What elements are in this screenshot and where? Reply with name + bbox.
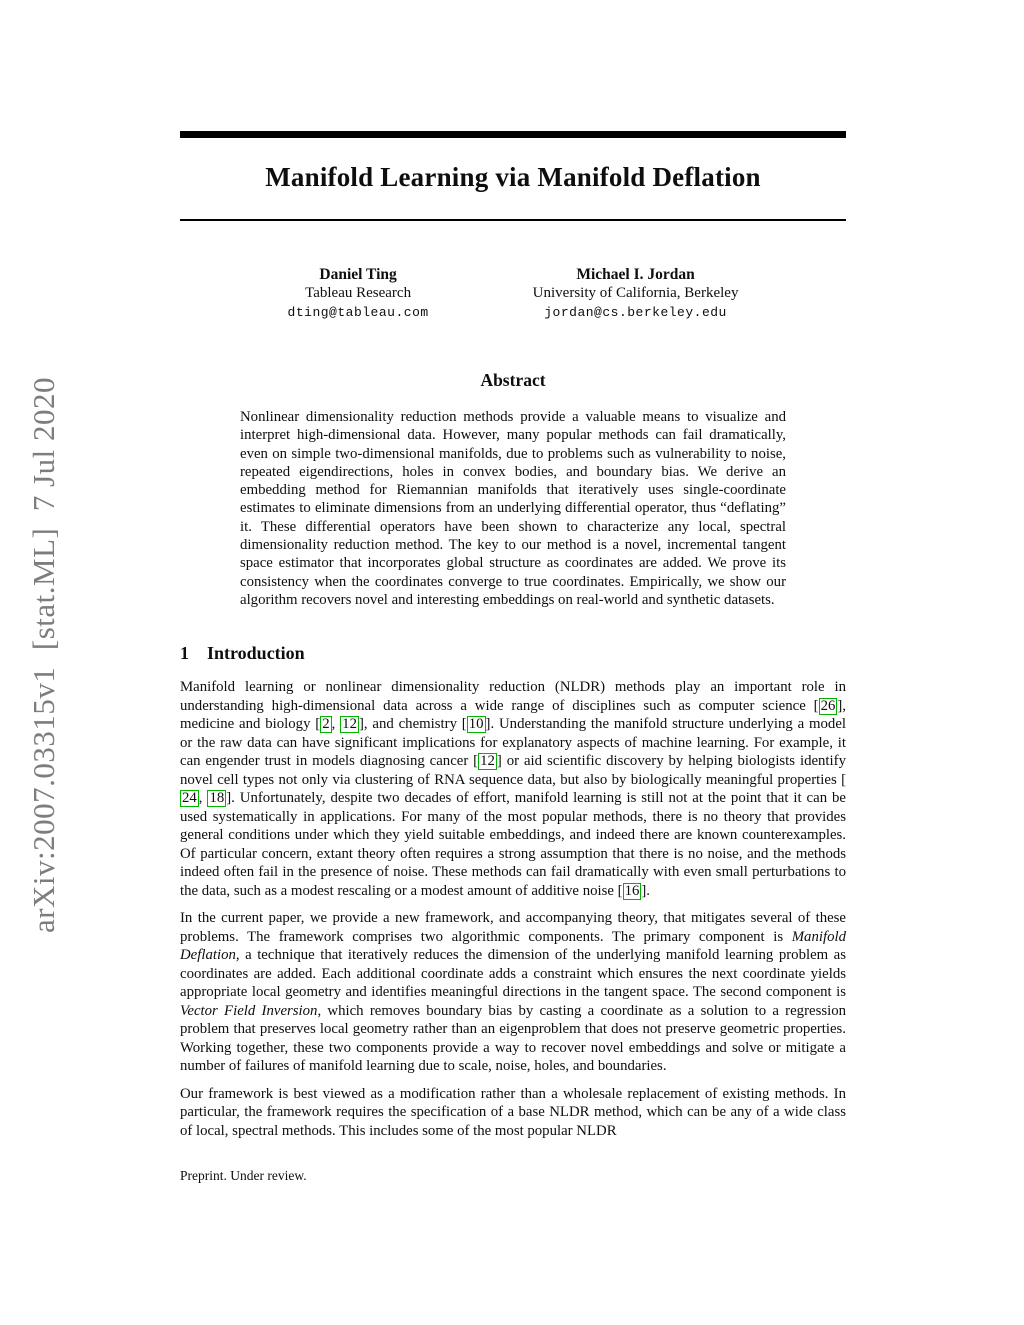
arxiv-watermark: arXiv:2007.03315v1 [stat.ML] 7 Jul 2020 bbox=[26, 376, 61, 934]
author-1 bbox=[288, 265, 429, 322]
intro-paragraph-2: In the current paper, we provide a new framework, and accompanying theory, that mitigates several of these problems. The framework comprises two algorithmic components. The primary component is Manifold Deflation, a technique that iteratively reduces the dimension of the underlying manifold learning problem as coordinates are added. Each additional coordinate adds a constraint which ensures the next coordinate yields appropriate local geometry and identifies meaningful directions in the tangent space. The second component is Vector Field Inversion, which removes boundary bias by casting a coordinate as a solution to a regression problem that preserves local geometry rather than an eigenproblem that does not preserve geometric properties. Working together, these two components provide a way to recover novel embeddings and solve or mitigate a number of failures of manifold learning due to scale, noise, holes, and boundaries. bbox=[180, 910, 846, 1075]
citation-link[interactable]: 12 bbox=[342, 716, 357, 733]
preprint-note: Preprint. Under review. bbox=[180, 1168, 307, 1184]
intro-paragraph-1: Manifold learning or nonlinear dimensionality reduction (NLDR) methods play an important role in understanding high-dimensional data across a wide range of disciplines such as computer science [ 26 ], medicine and biology [ 2 , 12 ], and chemistry [ 10 ]. Understanding the manifold structure underlying a model or the raw data can have significant implications for explanatory aspects of machine learning. For example, it can engender trust in models diagnosing cancer [ 12 ] or aid scientific discovery by helping biologists identify novel cell types not only via clustering of RNA sequence data, but also by biologically meaningful properties [24 , 18 ]. Unfortunately, despite two decades of effort, manifold learning is still not at the point that it can be used systematically in applications. For many of the most popular methods, there is no theory that provides general conditions under which they yield suitable embeddings, and indeed there are known counterexamples. Of particular concern, extant theory often requires a strong assumption that there is no noise, and the methods indeed often fail in the presence of noise. These methods can fail dramatically with even small perturbations to the data, such as a modest rescaling or a modest amount of additive noise [ 16 ]. bbox=[180, 679, 846, 899]
author-affiliation: Tableau Research bbox=[305, 285, 412, 301]
citation-link[interactable]: 10 bbox=[468, 716, 484, 733]
author-email: jordan@cs.berkeley.edu bbox=[544, 305, 727, 320]
citation-link[interactable]: 26 bbox=[820, 697, 836, 714]
emphasis-text: Manifold Deflation bbox=[180, 928, 846, 964]
paper-title: Manifold Learning via Manifold Deflation bbox=[265, 162, 761, 192]
intro-paragraph-3: Our framework is best viewed as a modification rather than a wholesale replacement of existing methods. In particular, the framework requires the specification of a base NLDR method, which can be any of a wide class of local, spectral methods. This includes some of the most popular NLDR bbox=[180, 1085, 846, 1139]
author-name: Michael I. Jordan bbox=[576, 266, 695, 283]
section-number: 1 bbox=[180, 643, 189, 664]
title-rule-bottom bbox=[180, 219, 846, 221]
author-email: dting@tableau.com bbox=[287, 305, 429, 320]
abstract-heading: Abstract bbox=[480, 370, 546, 390]
citation-link[interactable]: 18 bbox=[209, 790, 225, 807]
abstract-text: Nonlinear dimensionality reduction methods provide a valuable means to visualize and interpret high-dimensional data. However, many popular methods can fail dramatically, even on simple two-dimensional manifolds, due to problems such as vulnerability to noise, repeated eigendirections, holes in convex bodies, and boundary bias. We derive an embedding method for Riemannian manifolds that iteratively uses single-coordinate estimates to eliminate dimensions from an underlying differential operator, thus “deflating” it. These differential operators have been shown to characterize any local, spectral dimensionality reduction method. The key to our method is a novel, incremental tangent space estimator that incorporates global structure as coordinates are added. We prove its consistency when the coordinates converge to true coordinates. Empirically, we show our algorithm recovers novel and interesting embeddings on real-world and synthetic datasets. bbox=[240, 409, 786, 608]
citation-link[interactable]: 12 bbox=[480, 753, 495, 770]
emphasis-text: Vector Field Inversion bbox=[180, 1002, 318, 1019]
author-2 bbox=[533, 265, 739, 322]
citation-link[interactable]: 16 bbox=[624, 882, 640, 899]
section-heading-introduction bbox=[180, 643, 846, 664]
title-rule-top bbox=[180, 131, 846, 138]
section-title: Introduction bbox=[207, 643, 305, 664]
citation-link[interactable]: 24 bbox=[182, 790, 197, 807]
author-affiliation: University of California, Berkeley bbox=[532, 285, 739, 301]
author-name: Daniel Ting bbox=[319, 266, 397, 283]
author-block bbox=[180, 265, 846, 322]
paper-content bbox=[180, 0, 846, 1184]
citation-link[interactable]: 2 bbox=[322, 716, 330, 733]
